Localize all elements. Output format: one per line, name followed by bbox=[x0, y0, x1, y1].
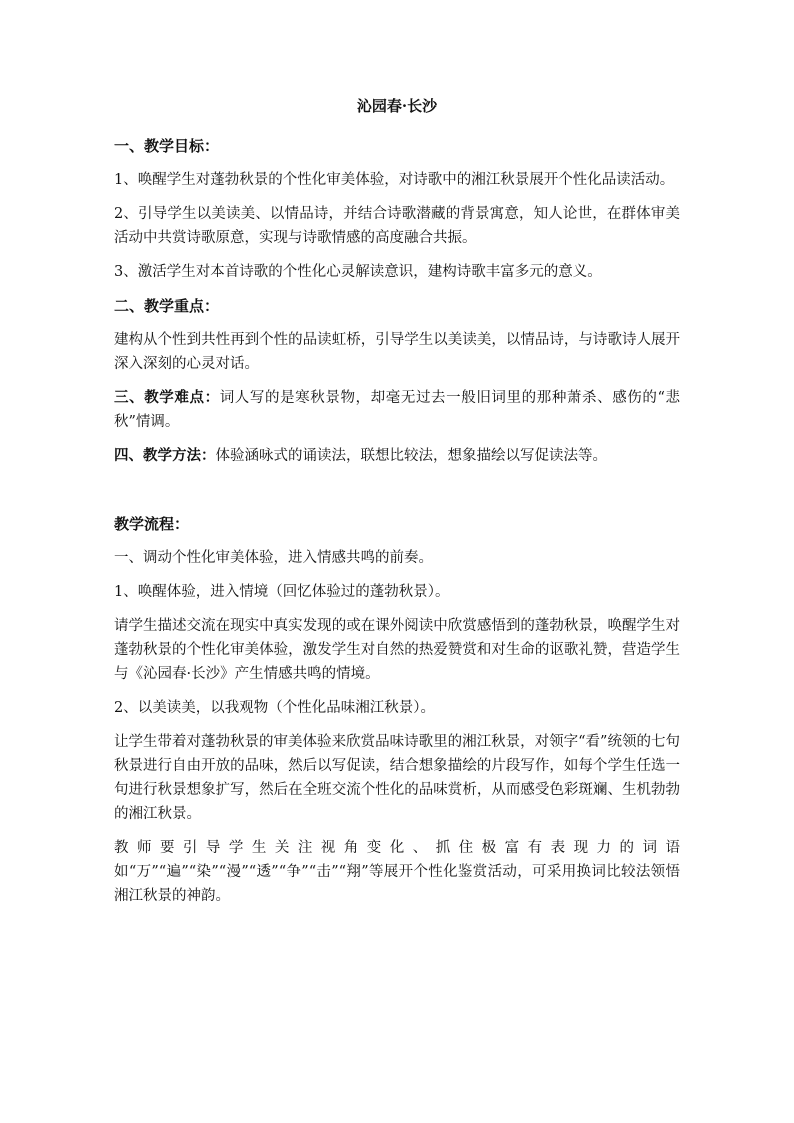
objectives-heading: 一、教学目标： bbox=[114, 137, 220, 155]
process-item: 2、以美读美，以我观物（个性化品味湘江秋景）。 bbox=[114, 700, 435, 716]
section-spacer bbox=[114, 478, 680, 512]
objective-item: 3、激活学生对本首诗歌的个性化心灵解读意识，建构诗歌丰富多元的意义。 bbox=[114, 264, 602, 280]
methods-paragraph bbox=[114, 444, 680, 468]
process-item: 教师要引导学生关注视角变化、抓住极富有表现力的词语如“万”“遍”“染”“漫”“透”“争”“击”“翔”等展开个性化鉴赏活动，可采用换词比较法领悟湘江秋景的神韵。 bbox=[114, 840, 680, 904]
key-points-text: 建构从个性到共性再到个性的品读虹桥，引导学生以美读美，以情品诗，与诗歌诗人展开深入深刻的心灵对话。 bbox=[114, 332, 680, 372]
difficulty-paragraph bbox=[114, 386, 680, 434]
difficulty-text: 词人写的是寒秋景物，却毫无过去一般旧词里的那种萧杀、感伤的“悲秋”情调。 bbox=[114, 390, 680, 430]
document-title: 沁园春·长沙 bbox=[356, 97, 438, 115]
process-item: 让学生带着对蓬勃秋景的审美体验来欣赏品味诗歌里的湘江秋景，对领字“看”统领的七句秋景进行自由开放的品味，然后以写促读，结合想象描绘的片段写作，如每个学生任选一句进行秋景想象扩写，然后在全班交流个性化的品味赏析，从而感受色彩斑斓、生机勃勃的湘江秋景。 bbox=[114, 734, 680, 822]
process-item: 请学生描述交流在现实中真实发现的或在课外阅读中欣赏感悟到的蓬勃秋景，唤醒学生对蓬勃秋景的个性化审美体验，激发学生对自然的热爱赞赏和对生命的讴歌礼赞，营造学生与《沁园春·长沙》产生情感共鸣的情境。 bbox=[114, 618, 680, 682]
objective-item: 2、引导学生以美读美、以情品诗，并结合诗歌潜藏的背景寓意，知人论世，在群体审美活动中共赏诗歌原意，实现与诗歌情感的高度融合共振。 bbox=[114, 206, 680, 246]
methods-text: 体验涵咏式的诵读法，联想比较法，想象描绘以写促读法等。 bbox=[215, 448, 607, 464]
key-points-heading: 二、教学重点： bbox=[114, 297, 220, 315]
objective-item: 1、唤醒学生对蓬勃秋景的个性化审美体验，对诗歌中的湘江秋景展开个性化品读活动。 bbox=[114, 172, 675, 188]
process-heading: 教学流程： bbox=[114, 515, 190, 533]
methods-label: 四、教学方法： bbox=[114, 447, 216, 464]
difficulty-label: 三、教学难点： bbox=[114, 389, 220, 406]
process-item: 1、唤醒体验，进入情境（回忆体验过的蓬勃秋景）。 bbox=[114, 584, 450, 600]
process-item: 一、调动个性化审美体验，进入情感共鸣的前奏。 bbox=[114, 550, 433, 566]
